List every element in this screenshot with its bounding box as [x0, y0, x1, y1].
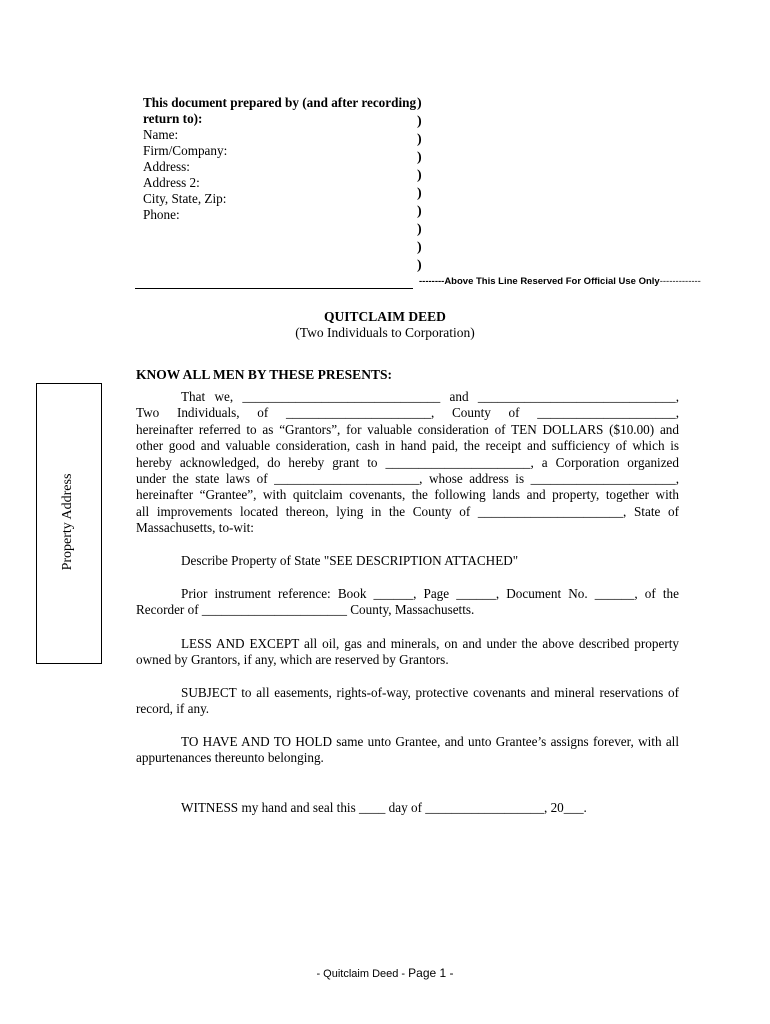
preparer-address2-field: Address 2:: [143, 175, 200, 190]
paren: ): [417, 222, 422, 237]
paragraph-line: all improvements located thereon, lying in the County of ______________________, State of: [136, 503, 679, 519]
paren-column: [417, 95, 422, 275]
know-all-heading: KNOW ALL MEN BY THESE PRESENTS:: [136, 367, 392, 382]
reserved-text: Above This Line Reserved For Official Use Only: [444, 276, 660, 287]
property-address-label: Property Address: [60, 473, 75, 571]
footer-doc-name: - Quitclaim Deed -: [316, 968, 409, 980]
paragraph-line: That we, ______________________________ and ______________________________,: [181, 389, 679, 404]
page-footer: [0, 966, 770, 980]
paren: ): [417, 96, 422, 111]
paren: ): [417, 258, 422, 273]
paragraph-line: Prior instrument reference: Book ______, Page ______, Document No. ______, of the: [181, 586, 679, 601]
paren: ): [417, 114, 422, 129]
paren: ): [417, 186, 422, 201]
document-subtitle: (Two Individuals to Corporation): [295, 325, 475, 340]
footer-page-number: Page 1 -: [408, 966, 454, 980]
witness-line: WITNESS my hand and seal this ____ day of __________________, 20___.: [181, 800, 587, 815]
paragraph-line: Two Individuals, of ______________________, County of _____________________,: [136, 405, 679, 421]
prior-instrument-paragraph: [136, 586, 679, 619]
preparer-name-field: Name:: [143, 127, 179, 142]
paragraph-line: hereby acknowledged, do hereby grant to ______________________, a Corporation organized: [136, 454, 679, 470]
paren: ): [417, 204, 422, 219]
preparer-heading: This document prepared by (and after recording return to):: [143, 95, 417, 126]
paragraph-line: under the state laws of ______________________, whose address is ______________________,: [136, 471, 679, 487]
preparer-address-field: Address:: [143, 159, 190, 174]
granting-paragraph: [136, 389, 679, 537]
paragraph-line: hereinafter “Grantee”, with quitclaim covenants, the following lands and property, together with: [136, 487, 679, 503]
preparer-block: [143, 95, 423, 223]
paren: ): [417, 132, 422, 147]
property-description: Describe Property of State "SEE DESCRIPTION ATTACHED": [181, 553, 519, 568]
recording-divider-line: [135, 288, 413, 289]
reserved-dashes-right: -------------: [659, 276, 701, 287]
preparer-city-field: City, State, Zip:: [143, 191, 227, 206]
reserved-dashes-left: --------: [419, 276, 445, 287]
paragraph-line: Recorder of ______________________ County, Massachusetts.: [136, 602, 475, 618]
preparer-phone-field: Phone:: [143, 207, 180, 222]
paren: ): [417, 150, 422, 165]
preparer-firm-field: Firm/Company:: [143, 143, 228, 158]
subject-to-paragraph: SUBJECT to all easements, rights-of-way, protective covenants and mineral reservations of record, if any.: [136, 685, 679, 717]
document-title: QUITCLAIM DEED: [324, 309, 446, 324]
paren: ): [417, 240, 422, 255]
paren: ): [417, 168, 422, 183]
reserved-line-note: [419, 276, 701, 287]
paragraph-line: Massachusetts, to-wit:: [136, 520, 254, 536]
less-and-except-paragraph: LESS AND EXCEPT all oil, gas and minerals, on and under the above described property owned by Grantors, if any, which are reserved by Grantors.: [136, 636, 679, 668]
paragraph-line: other good and valuable consideration, cash in hand paid, the receipt and sufficiency of which is: [136, 438, 679, 454]
habendum-paragraph: TO HAVE AND TO HOLD same unto Grantee, and unto Grantee’s assigns forever, with all appurtenances thereunto belonging.: [136, 734, 679, 766]
paragraph-line: hereinafter referred to as “Grantors”, for valuable consideration of TEN DOLLARS ($10.00) and: [136, 421, 679, 437]
